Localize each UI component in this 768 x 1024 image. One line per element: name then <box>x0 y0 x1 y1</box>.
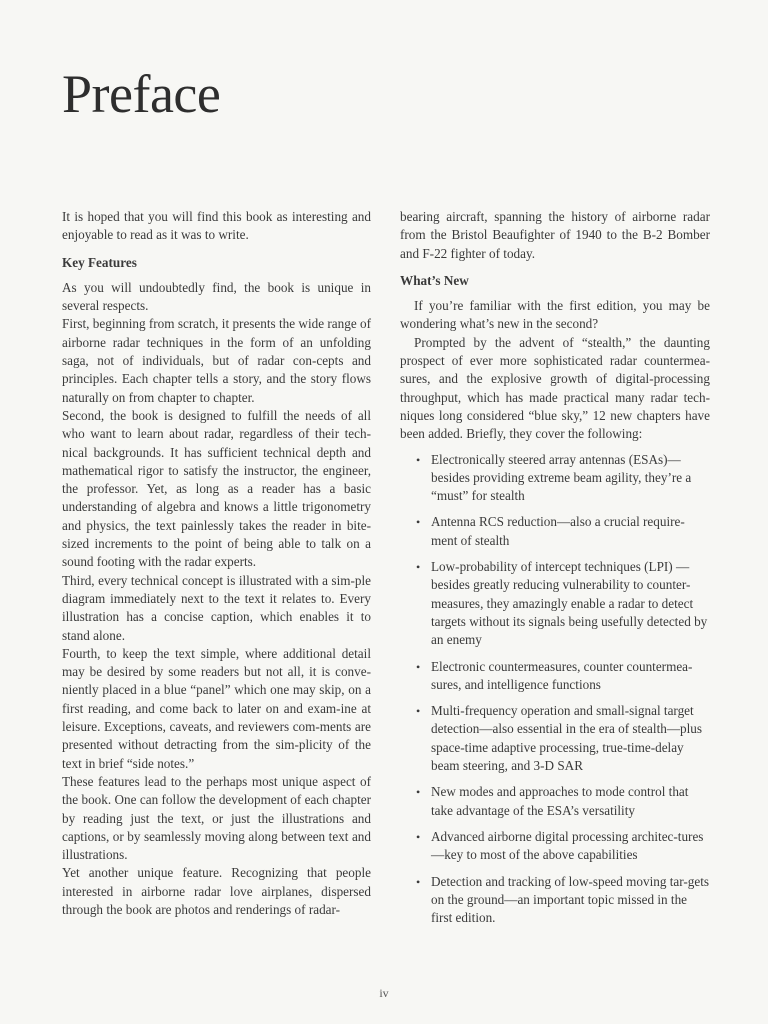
new-chapters-list <box>400 451 710 928</box>
key-features-heading: Key Features <box>62 254 137 270</box>
list-item-text: Multi-frequency operation and small-signal target detection—also essential in the era of stealth—plus space-time adaptive processing, true-time-delay beam steering, and 3-D SAR <box>431 703 703 774</box>
whats-new-paragraph-2: Prompted by the advent of “stealth,” the daunting prospect of ever more sophisticated radar countermea-sures, and the explosive growth of digital-processing throughput, which has made practical many radar tech-niques long considered “blue sky,” 12 new chapters have been added. Briefly, they cover the following: <box>400 334 710 442</box>
key-features-paragraph-4: Third, every technical concept is illustrated with a sim-ple diagram immediately next to the text it relates to. Every illustration has a concise caption, which enables it to stand alone. <box>62 572 371 643</box>
bullet-icon: • <box>416 704 421 719</box>
left-column <box>62 208 371 919</box>
list-item-text: Advanced airborne digital processing architec-tures—key to most of the above capabilities <box>431 828 704 863</box>
key-features-paragraph-6: These features lead to the perhaps most unique aspect of the book. One can follow the development of each chapter by reading just the text, or just the illustrations and captions, or by seamlessly moving along between text and illustrations. <box>62 773 371 863</box>
bullet-icon: • <box>416 515 421 530</box>
key-features-paragraph-5: Fourth, to keep the text simple, where additional detail may be desired by some readers but not all, it is conve-niently placed in a blue “panel” which one may skip, on a first reading, and come back to later on and exam-ine at leisure. Exceptions, caveats, and reviewers com-ments are presented without detracting from the sim-plicity of the text in brief “side notes.” <box>62 645 371 771</box>
key-features-paragraph-1: As you will undoubtedly find, the book is unique in several respects. <box>62 279 371 314</box>
key-features-paragraph-2: First, beginning from scratch, it presents the wide range of airborne radar techniques in the form of an unfolding saga, not of individuals, but of radar con-cepts and principles. Each chapter tells a story, and the story flows naturally on from chapter to chapter. <box>62 316 371 405</box>
bullet-icon: • <box>416 874 421 889</box>
whats-new-heading: What’s New <box>400 272 469 288</box>
list-item-text: Detection and tracking of low-speed moving tar-gets on the ground—an important topic missed in the first edition. <box>431 873 710 926</box>
list-item-text: Electronic countermeasures, counter countermea-sures, and intelligence functions <box>431 658 693 692</box>
list-item <box>400 451 710 506</box>
list-item-text: New modes and approaches to mode control that take advantage of the ESA’s versatility <box>431 784 689 818</box>
list-item-text: Electronically steered array antennas (ESAs)—besides providing extreme beam agility, they’re a “must” for stealth <box>431 451 692 504</box>
page-title: Preface <box>62 64 221 124</box>
key-features-paragraph-3: Second, the book is designed to fulfill the needs of all who want to learn about radar, regardless of their tech-nical backgrounds. It has sufficient technical depth and mathematical rigor to satisfy the instructor, the engineer, the professor. Yet, as long as a reader has a basic understanding of algebra and knows a little trigonometry and physics, the text painlessly takes the reader in bite-sized increments to the point of being able to talk on a sound footing with the radar experts. <box>62 407 371 570</box>
continuation-paragraph: bearing aircraft, spanning the history of airborne radar from the Bristol Beaufighter of 1940 to the B-2 Bomber and F-22 fighter of today. <box>400 209 710 261</box>
bullet-icon: • <box>416 785 421 800</box>
whats-new-paragraph-1: If you’re familiar with the first edition, you may be wondering what’s new in the second? <box>400 298 710 332</box>
list-item <box>400 873 710 928</box>
list-item <box>400 658 710 695</box>
bullet-icon: • <box>416 659 421 674</box>
bullet-icon: • <box>416 829 421 844</box>
list-item-text: Antenna RCS reduction—also a crucial require-ment of stealth <box>431 514 685 548</box>
list-item <box>400 558 710 649</box>
key-features-paragraph-7: Yet another unique feature. Recognizing that people interested in airborne radar love airplanes, dispersed through the book are photos and renderings of radar- <box>62 865 371 917</box>
page-number: iv <box>379 986 389 1000</box>
list-item-text: Low-probability of intercept techniques (LPI) —besides greatly reducing vulnerability to counter-measures, they amazingly enable a radar to detect targets without its signals being usefully detected by an enemy <box>431 559 708 648</box>
list-item <box>400 783 710 820</box>
list-item <box>400 702 710 775</box>
intro-paragraph: It is hoped that you will find this book as interesting and enjoyable to read as it was to write. <box>62 209 371 243</box>
list-item <box>400 828 710 865</box>
list-item <box>400 513 710 550</box>
bullet-icon: • <box>416 452 421 467</box>
bullet-icon: • <box>416 560 421 575</box>
right-column <box>400 208 710 935</box>
